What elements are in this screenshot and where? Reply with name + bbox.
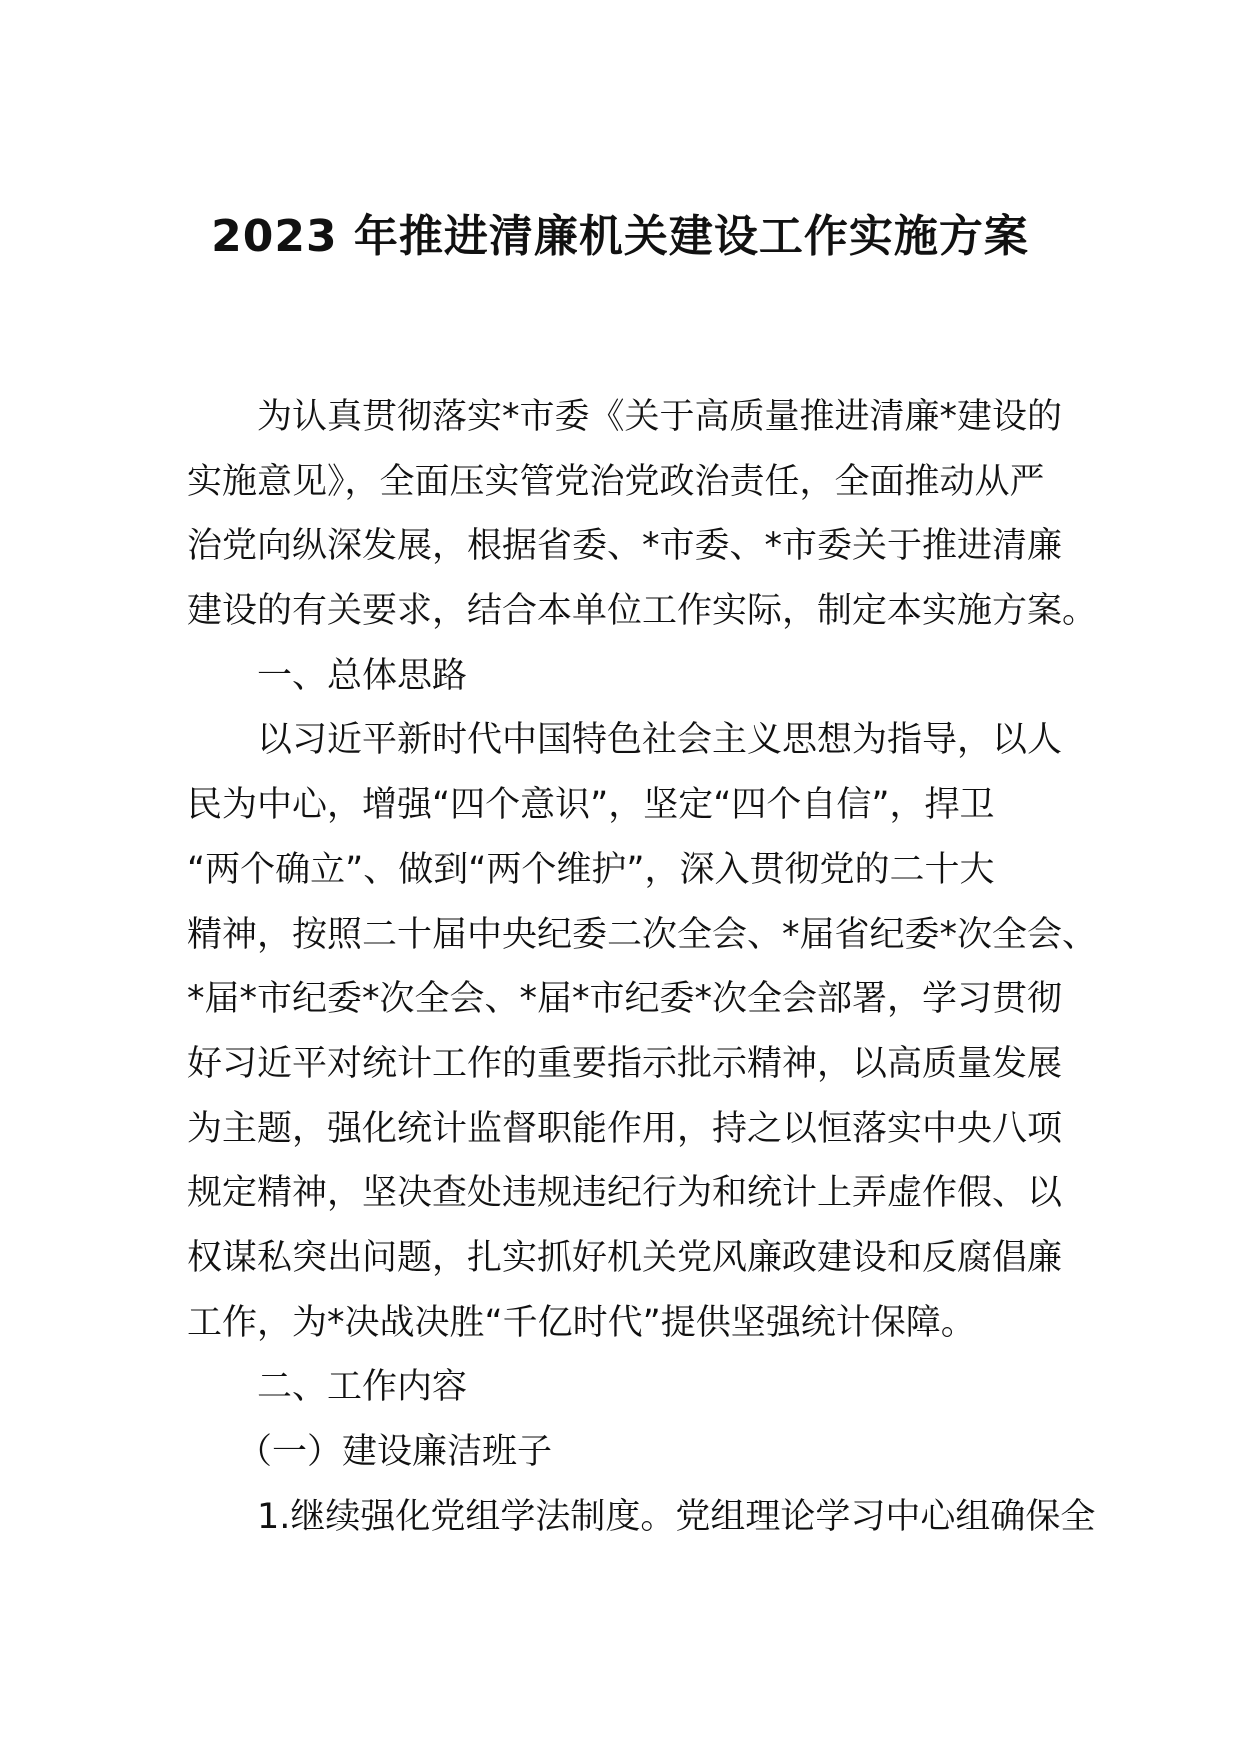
body-line-approach-9: 权谋私突出问题，扎实抓好机关党风廉政建设和反腐倡廉 [187,1237,1063,1278]
section-heading-overall-approach: 一、总体思路 [257,655,468,696]
body-line-approach-8: 规定精神，坚决查处违规违纪行为和统计上弄虚作假、以 [187,1173,1063,1214]
body-line-intro-1: 为认真贯彻落实*市委《关于高质量推进清廉*建设的 [257,397,1063,437]
body-line-approach-6: 好习近平对统计工作的重要指示批示精神，以高质量发展 [187,1043,1063,1084]
body-line-approach-10: 工作，为*决战决胜“千亿时代”提供坚强统计保障。 [187,1302,976,1343]
document-title: 2023 年推进清廉机关建设工作实施方案 [211,211,1029,262]
body-line-approach-1: 以习近平新时代中国特色社会主义思想为指导，以人 [257,720,1063,761]
section-heading-work-content: 二、工作内容 [257,1367,468,1408]
body-line-intro-4: 建设的有关要求，结合本单位工作实际，制定本实施方案。 [187,591,1098,632]
body-line-item-1: 1.继续强化党组学法制度。党组理论学习中心组确保全 [257,1496,1096,1537]
body-line-approach-3: “两个确立”、做到“两个维护”，深入贯彻党的二十大 [187,849,995,890]
body-line-approach-2: 民为中心，增强“四个意识”，坚定“四个自信”，捍卫 [187,785,995,826]
body-line-approach-5: *届*市纪委*次全会、*届*市纪委*次全会部署，学习贯彻 [187,979,1063,1020]
body-line-intro-2: 实施意见》，全面压实管党治党政治责任，全面推动从严 [187,461,1045,502]
subsection-heading-clean-team: （一）建设廉洁班子 [237,1432,553,1472]
document-body [187,385,1098,1549]
body-line-approach-4: 精神，按照二十届中央纪委二次全会、*届省纪委*次全会、 [187,914,1098,955]
body-line-approach-7: 为主题，强化统计监督职能作用，持之以恒落实中央八项 [187,1108,1063,1149]
body-line-intro-3: 治党向纵深发展，根据省委、*市委、*市委关于推进清廉 [187,526,1063,567]
